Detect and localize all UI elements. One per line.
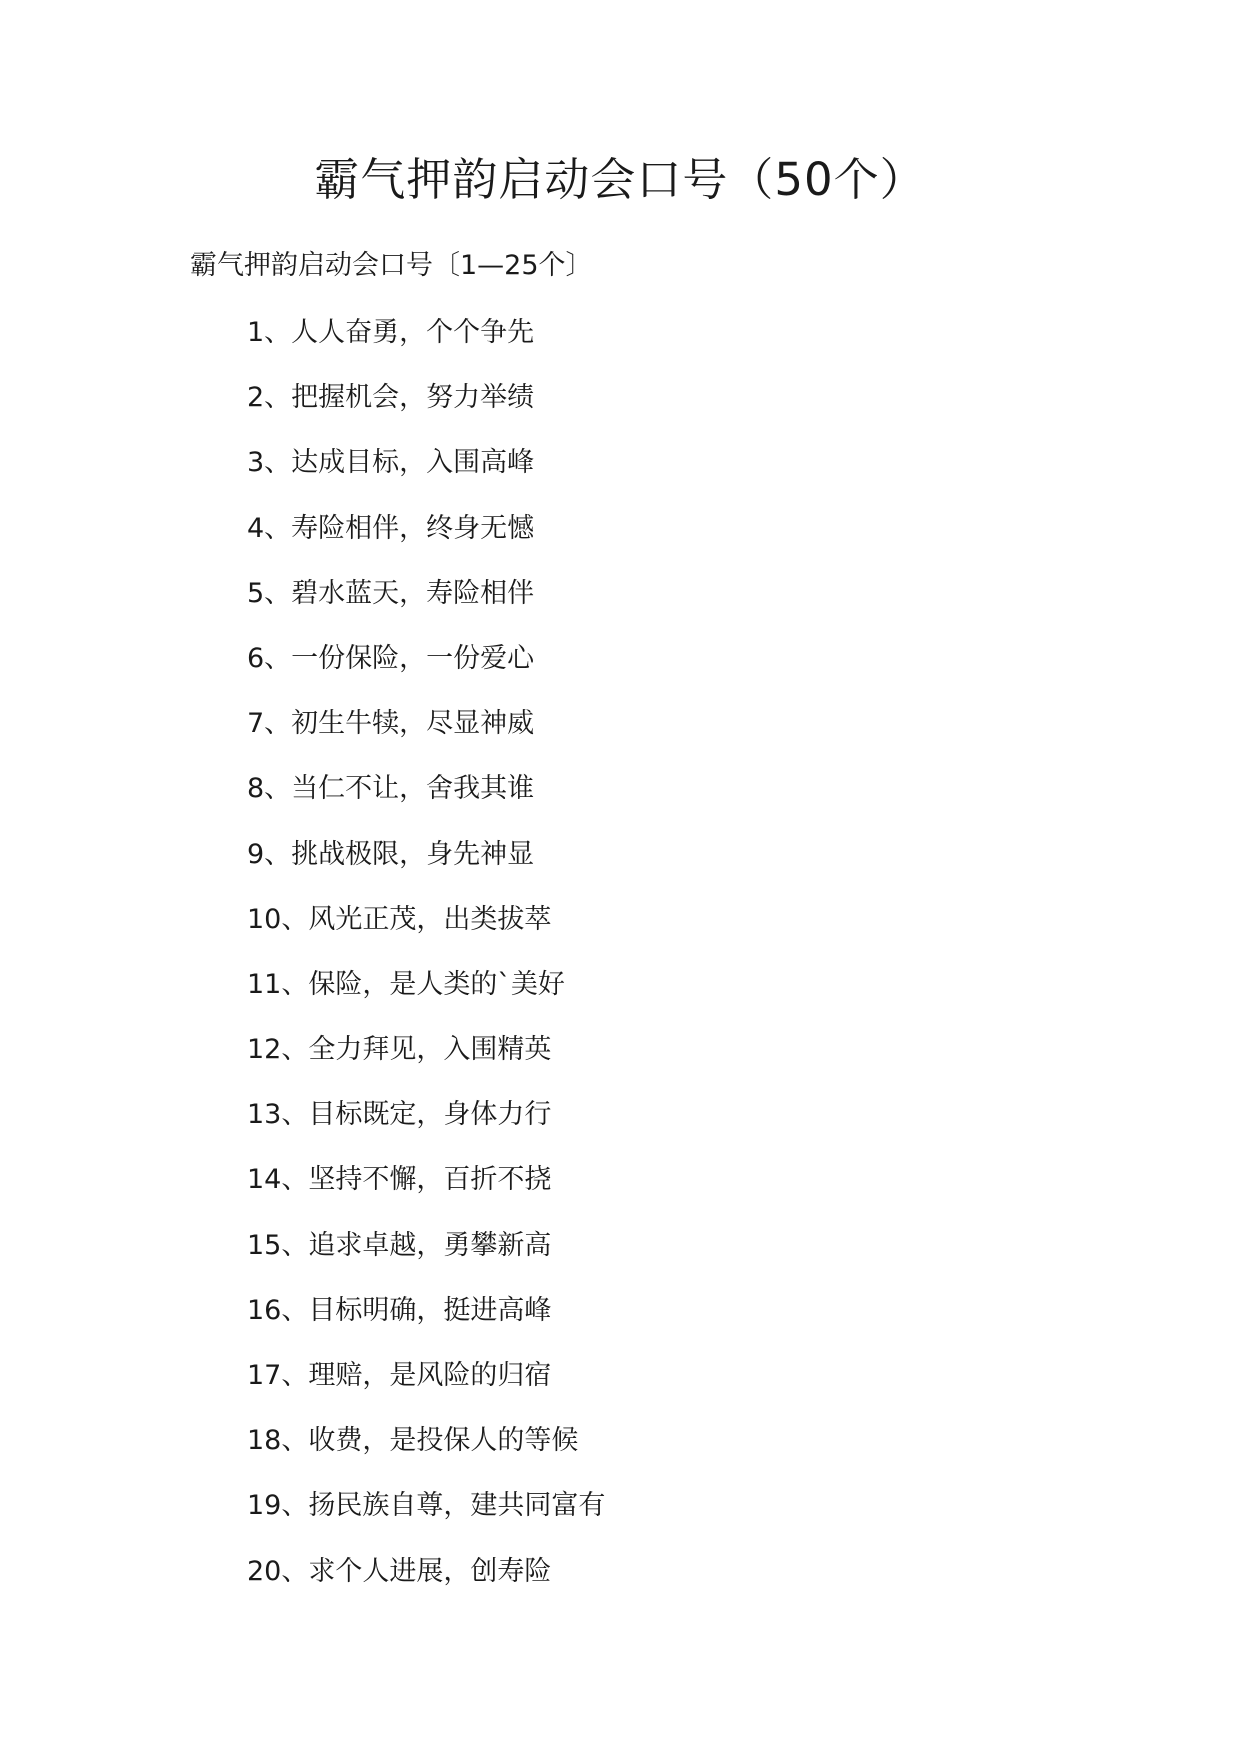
list-item: 15、追求卓越，勇攀新高	[247, 1229, 552, 1261]
list-item: 10、风光正茂，出类拔萃	[247, 903, 552, 935]
list-item: 12、全力拜见，入围精英	[247, 1034, 552, 1066]
list-item: 13、目标既定，身体力行	[247, 1099, 552, 1131]
slogan-list	[247, 313, 605, 1617]
list-item: 9、挑战极限，身先神显	[247, 838, 535, 870]
list-item: 3、达成目标，入围高峰	[247, 447, 535, 479]
list-item: 8、当仁不让，舍我其谁	[247, 773, 535, 805]
list-item: 1、人人奋勇，个个争先	[247, 317, 535, 348]
list-item: 16、目标明确，挺进高峰	[247, 1294, 552, 1326]
list-item: 7、初生牛犊，尽显神威	[247, 708, 535, 740]
list-item: 6、一份保险，一份爱心	[247, 642, 535, 674]
list-item: 4、寿险相伴，终身无憾	[247, 512, 535, 544]
list-item: 14、坚持不懈，百折不挠	[247, 1164, 552, 1196]
list-item: 20、求个人进展，创寿险	[247, 1555, 552, 1587]
list-item: 2、把握机会，努力举绩	[247, 382, 535, 414]
list-item: 17、理赔，是风险的归宿	[247, 1360, 552, 1391]
list-item: 5、碧水蓝天，寿险相伴	[247, 577, 535, 609]
list-item: 19、扬民族自尊，建共同富有	[247, 1490, 606, 1522]
list-item: 11、保险，是人类的`美好	[247, 968, 565, 1000]
document-title: 霸气押韵启动会口号（50个）	[314, 153, 926, 206]
list-item: 18、收费，是投保人的等候	[247, 1425, 579, 1457]
section-heading: 霸气押韵启动会口号〔1—25个〕	[190, 250, 593, 281]
